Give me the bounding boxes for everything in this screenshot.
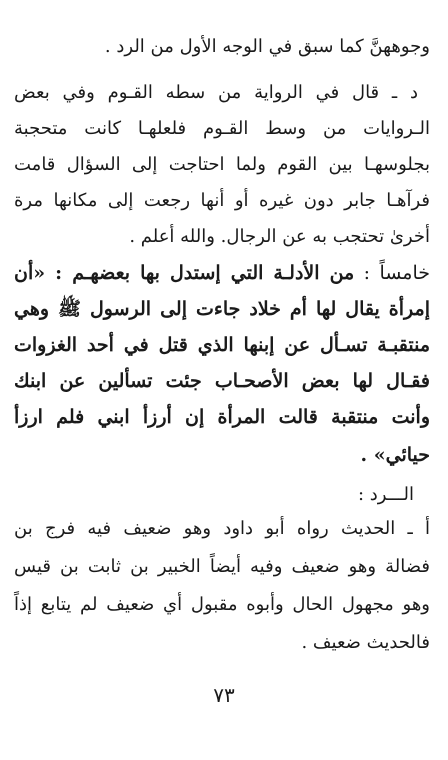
text-line: وهو مجهول الحال وأبوه مقبول أي ضعيف لم يتابع إذاً <box>14 594 430 615</box>
text-line: أ ـ الحديث رواه أبو داود وهو ضعيف فيه فرج بن <box>14 518 430 539</box>
text-line: حيائي» . <box>360 444 430 466</box>
section-heading: خامساً : <box>354 262 430 284</box>
text-line: فالحديث ضعيف . <box>301 632 430 653</box>
text-line: وجوههنَّ كما سبق في الوجه الأول من الرد . <box>104 36 430 57</box>
text-line: بجلوسهـا بين القوم ولما احتاجت إلى السؤال قامت <box>14 154 430 175</box>
text-line: منتقبـة تسـأل عن إبنها الذي قتل في أحد الغزوات <box>14 334 430 356</box>
text-line: أخرىٰ تحتجب به عن الرجال. والله أعلم . <box>129 226 430 247</box>
text-line <box>14 256 430 290</box>
text-line: فرآهـا جابر دون غيره أو أنها رجعت إلى مكانها مرة <box>14 190 430 211</box>
text-line: وأنت منتقبة قالت المرأة إن أرزأ ابني فلم ارزأ <box>14 406 430 428</box>
text-run: من الأدلـة التي إستدل بها بعضهـم : «أن <box>14 262 355 284</box>
text-line: فضالة وهو ضعيف وفيه أيضاً الخبير بن ثابت بن قيس <box>14 556 430 577</box>
text-line: الـروايات من وسط القـوم فلعلهـا كانت متحجبة <box>14 118 430 139</box>
reply-heading: الـــرد : <box>357 484 414 505</box>
text-line: إمرأة يقال لها أم خلاد جاءت إلى الرسول ﷺ وهي <box>14 298 430 320</box>
text-line: فقـال لها بعض الأصحـاب جئت تسألين عن ابنك <box>14 370 430 392</box>
page-number: ٧٣ <box>213 683 235 707</box>
text-line: د ـ قال في الرواية من سطه القـوم وفي بعض <box>14 82 418 103</box>
